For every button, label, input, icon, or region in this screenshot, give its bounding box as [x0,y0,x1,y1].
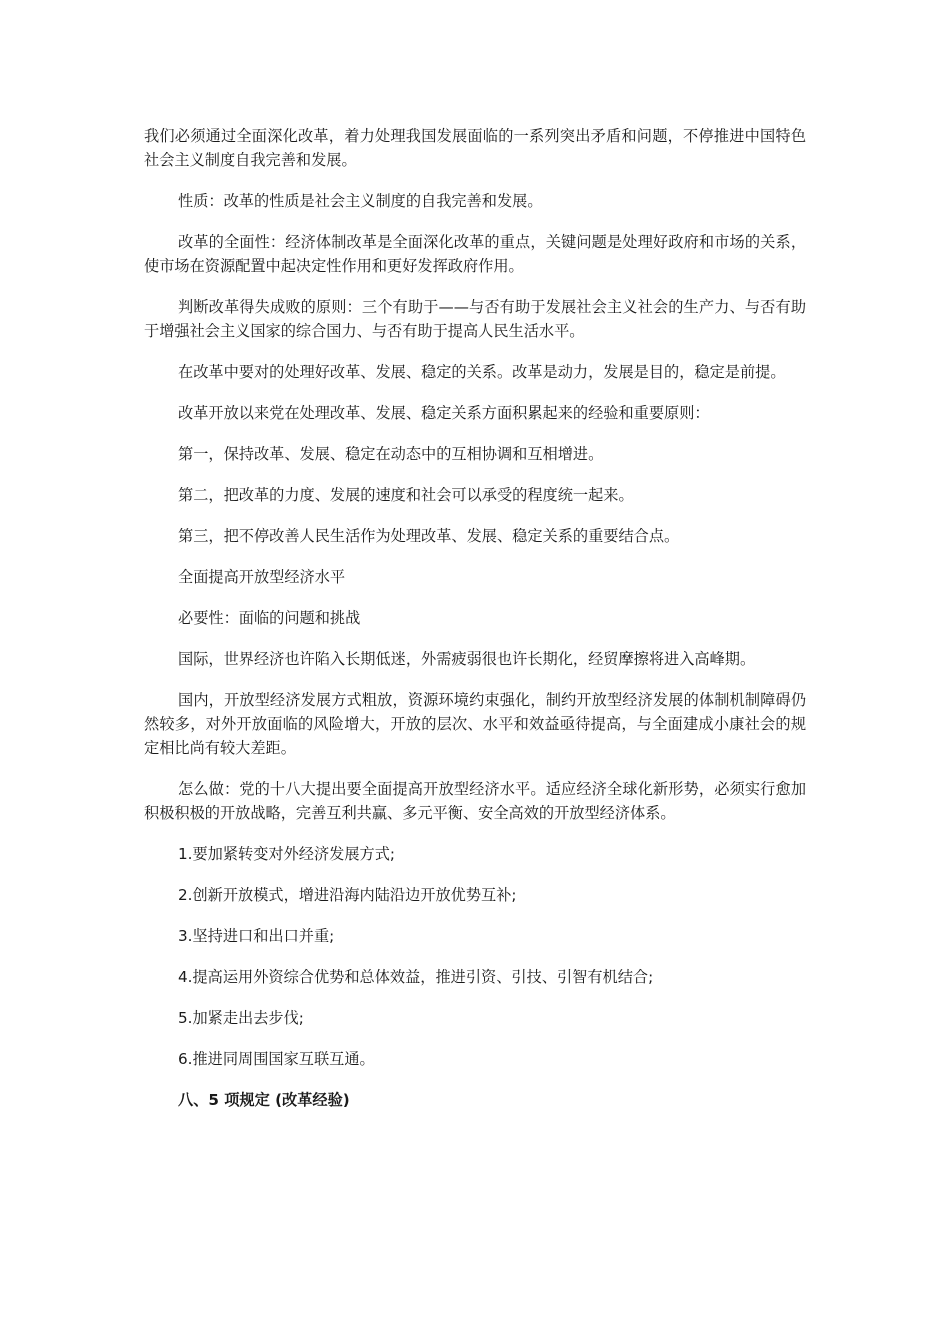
paragraph-reform-relation: 在改革中要对的处理好改革、发展、稳定的关系。改革是动力，发展是目的，稳定是前提。 [178,363,786,381]
paragraph-intro: 我们必须通过全面深化改革，着力处理我国发展面临的一系列突出矛盾和问题，不停推进中国特色社会主义制度自我完善和发展。 [144,127,806,169]
paragraph-comprehensiveness: 改革的全面性：经济体制改革是全面深化改革的重点，关键问题是处理好政府和市场的关系，使市场在资源配置中起决定性作用和更好发挥政府作用。 [144,233,806,275]
list-item: 第二，把改革的力度、发展的速度和社会可以承受的程度统一起来。 [178,486,634,504]
list-item: 4.提高运用外资综合优势和总体效益，推进引资、引技、引智有机结合; [178,968,654,986]
list-item: 第三，把不停改善人民生活作为处理改革、发展、稳定关系的重要结合点。 [178,527,680,545]
paragraph-judgment-principle: 判断改革得失成败的原则：三个有助于——与否有助于发展社会主义社会的生产力、与否有助于增强社会主义国家的综合国力、与否有助于提高人民生活水平。 [144,298,806,340]
section-heading: 八、5 项规定 (改革经验) [178,1091,350,1109]
list-item: 3.坚持进口和出口并重; [178,927,335,945]
paragraph-experience-principles: 改革开放以来党在处理改革、发展、稳定关系方面积累起来的经验和重要原则： [178,404,710,422]
list-item: 2.创新开放模式，增进沿海内陆沿边开放优势互补; [178,886,517,904]
document-page [144,124,806,1129]
paragraph-how-to: 怎么做：党的十八大提出要全面提高开放型经济水平。适应经济全球化新形势，必须实行愈加积极积极的开放战略，完善互利共赢、多元平衡、安全高效的开放型经济体系。 [144,780,806,822]
paragraph-necessity: 必要性：面临的问题和挑战 [178,609,361,627]
paragraph-nature: 性质：改革的性质是社会主义制度的自我完善和发展。 [178,192,543,210]
list-item: 6.推进同周围国家互联互通。 [178,1050,375,1068]
paragraph-international: 国际，世界经济也许陷入长期低迷，外需疲弱很也许长期化，经贸摩擦将进入高峰期。 [178,650,756,668]
paragraph-domestic: 国内，开放型经济发展方式粗放，资源环境约束强化，制约开放型经济发展的体制机制障碍仍然较多，对外开放面临的风险增大，开放的层次、水平和效益亟待提高，与全面建成小康社会的规定相比尚有较大差距。 [144,691,806,757]
list-item: 5.加紧走出去步伐; [178,1009,304,1027]
list-item: 第一，保持改革、发展、稳定在动态中的互相协调和互相增进。 [178,445,604,463]
section-title-opening: 全面提高开放型经济水平 [178,568,346,586]
list-item: 1.要加紧转变对外经济发展方式; [178,845,396,863]
